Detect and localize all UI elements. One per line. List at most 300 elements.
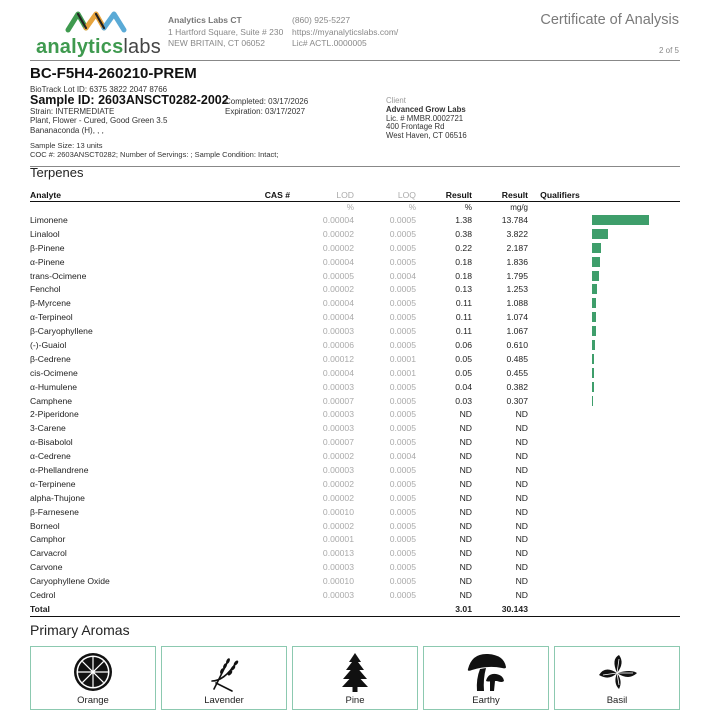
lod-value: 0.00010 xyxy=(322,576,354,587)
cas-number xyxy=(240,505,290,519)
qualifiers xyxy=(528,282,592,296)
unit-lod: % xyxy=(346,203,354,212)
bar-cell xyxy=(592,213,680,227)
bar-cell xyxy=(592,352,680,366)
analyte-name: (-)-Guaiol xyxy=(30,339,67,350)
total-pct: 3.01 xyxy=(416,602,472,616)
bar-cell xyxy=(592,338,680,352)
lod-value: 0.00007 xyxy=(322,437,354,448)
result-mg: ND xyxy=(515,548,528,559)
sample-meta xyxy=(30,142,278,160)
loq-value: 0.0005 xyxy=(389,339,416,350)
table-row xyxy=(30,588,680,602)
lab-website-link[interactable]: https://myanalyticslabs.com/ xyxy=(292,26,399,37)
analyte-name: Camphene xyxy=(30,395,73,406)
loq-value: 0.0005 xyxy=(389,242,416,253)
coc-info: COC #: 2603ANSCT0282; Number of Servings: ; Sample Condition: Intact; xyxy=(30,149,279,159)
lod-value: 0.00002 xyxy=(322,451,354,462)
lod-value: 0.00002 xyxy=(322,228,354,239)
qualifiers xyxy=(528,380,592,394)
result-pct: 0.03 xyxy=(455,395,472,406)
total-label: Total xyxy=(30,602,240,616)
result-pct: 0.04 xyxy=(455,381,472,392)
loq-value: 0.0005 xyxy=(389,228,416,239)
table-row xyxy=(30,366,680,380)
total-mg: 30.143 xyxy=(472,602,528,616)
cas-number xyxy=(240,255,290,269)
loq-value: 0.0005 xyxy=(389,381,416,392)
basil-leaf-icon xyxy=(595,651,639,693)
bar-cell xyxy=(592,394,680,408)
bar-cell xyxy=(592,560,680,574)
bar-cell xyxy=(592,310,680,324)
result-pct: ND xyxy=(459,464,472,475)
pine-tree-icon xyxy=(333,651,377,693)
lod-value: 0.00010 xyxy=(322,506,354,517)
table-row xyxy=(30,338,680,352)
mushroom-icon xyxy=(464,651,508,693)
lod-value: 0.00003 xyxy=(322,464,354,475)
result-mg: ND xyxy=(515,409,528,420)
result-mg: 2.187 xyxy=(506,242,528,253)
qualifiers xyxy=(528,394,592,408)
lod-value: 0.00003 xyxy=(322,423,354,434)
bar-cell xyxy=(592,588,680,602)
lod-value: 0.00003 xyxy=(322,589,354,600)
col-result-pct: Result xyxy=(416,188,472,202)
loq-value: 0.0005 xyxy=(389,214,416,225)
analyte-name: Linalool xyxy=(30,228,60,239)
analyte-name: β-Cedrene xyxy=(30,353,71,364)
sample-size: Sample Size: 13 units xyxy=(30,141,103,150)
result-bar xyxy=(592,229,608,239)
col-analyte: Analyte xyxy=(30,188,240,202)
bar-cell xyxy=(592,380,680,394)
cas-number xyxy=(240,588,290,602)
result-mg: 0.610 xyxy=(506,339,528,350)
biotrack-lot-id: BioTrack Lot ID: 6375 3822 2047 8766 xyxy=(30,85,168,94)
result-pct: 1.38 xyxy=(455,214,472,225)
cas-number xyxy=(240,380,290,394)
client-label: Client xyxy=(386,96,406,105)
loq-value: 0.0005 xyxy=(389,534,416,545)
logo-text-secondary: labs xyxy=(123,36,161,58)
table-row xyxy=(30,477,680,491)
result-mg: ND xyxy=(515,437,528,448)
analyte-name: Borneol xyxy=(30,520,60,531)
qualifiers xyxy=(528,296,592,310)
logo-text-primary: analytics xyxy=(36,36,124,58)
result-mg: 1.253 xyxy=(506,284,528,295)
empty xyxy=(354,602,416,616)
cas-number xyxy=(240,574,290,588)
aroma-label: Basil xyxy=(606,695,628,706)
result-bar xyxy=(592,340,595,350)
col-cas: CAS # xyxy=(240,188,290,202)
bar-cell xyxy=(592,269,680,283)
result-bar xyxy=(592,368,594,378)
cas-number xyxy=(240,282,290,296)
result-bar xyxy=(592,326,596,336)
cas-number xyxy=(240,241,290,255)
loq-value: 0.0004 xyxy=(389,451,416,462)
table-row xyxy=(30,282,680,296)
result-pct: 0.18 xyxy=(455,270,472,281)
qualifiers xyxy=(528,546,592,560)
result-pct: ND xyxy=(459,562,472,573)
lod-value: 0.00003 xyxy=(322,562,354,573)
table-row xyxy=(30,213,680,227)
bar-cell xyxy=(592,491,680,505)
result-mg: 1.088 xyxy=(506,298,528,309)
table-row xyxy=(30,352,680,366)
qualifiers xyxy=(528,435,592,449)
bar-cell xyxy=(592,282,680,296)
aroma-card-earthy xyxy=(423,646,549,710)
analyte-name: α-Terpineol xyxy=(30,312,73,323)
col-result-mg: Result xyxy=(472,188,528,202)
table-row xyxy=(30,519,680,533)
loq-value: 0.0004 xyxy=(389,270,416,281)
lod-value: 0.00012 xyxy=(322,353,354,364)
cas-number xyxy=(240,491,290,505)
bar-cell xyxy=(592,574,680,588)
lod-value: 0.00004 xyxy=(322,256,354,267)
qualifiers xyxy=(528,227,592,241)
analyte-name: α-Bisabolol xyxy=(30,437,73,448)
cas-number xyxy=(240,532,290,546)
lod-value: 0.00004 xyxy=(322,298,354,309)
bar-cell xyxy=(592,449,680,463)
cas-number xyxy=(240,519,290,533)
lod-value: 0.00004 xyxy=(322,312,354,323)
bar-cell xyxy=(592,546,680,560)
result-mg: 13.784 xyxy=(501,214,528,225)
result-pct: ND xyxy=(459,451,472,462)
qualifiers xyxy=(528,338,592,352)
analyte-name: Caryophyllene Oxide xyxy=(30,576,110,587)
product-name: Bananaconda (H), , , xyxy=(30,125,104,135)
cas-number xyxy=(240,394,290,408)
section-divider xyxy=(30,166,680,167)
client-license: Lic. # MMBR.0002721 xyxy=(386,113,464,123)
result-mg: 1.836 xyxy=(506,256,528,267)
result-mg: ND xyxy=(515,534,528,545)
bar-cell xyxy=(592,519,680,533)
analyte-name: cis-Ocimene xyxy=(30,367,78,378)
qualifiers xyxy=(528,366,592,380)
loq-value: 0.0005 xyxy=(389,520,416,531)
result-mg: ND xyxy=(515,464,528,475)
result-mg: ND xyxy=(515,562,528,573)
table-row xyxy=(30,255,680,269)
loq-value: 0.0005 xyxy=(389,492,416,503)
col-chart xyxy=(592,188,680,202)
result-mg: 0.455 xyxy=(506,367,528,378)
document-title: Certificate of Analysis xyxy=(540,12,679,28)
loq-value: 0.0005 xyxy=(389,312,416,323)
cas-number xyxy=(240,435,290,449)
bar-cell xyxy=(592,532,680,546)
lod-value: 0.00002 xyxy=(322,478,354,489)
header-divider xyxy=(30,60,680,61)
lod-value: 0.00007 xyxy=(322,395,354,406)
col-loq: LOQ xyxy=(354,188,416,202)
lod-value: 0.00005 xyxy=(322,270,354,281)
table-row xyxy=(30,227,680,241)
qualifiers xyxy=(528,255,592,269)
logo-mark-icon xyxy=(64,8,134,34)
result-mg: 1.795 xyxy=(506,270,528,281)
analyte-name: Camphor xyxy=(30,534,66,545)
lab-address-line1: 1 Hartford Square, Suite # 230 xyxy=(168,26,284,37)
analyte-name: Carvacrol xyxy=(30,548,67,559)
cas-number xyxy=(240,296,290,310)
loq-value: 0.0005 xyxy=(389,423,416,434)
result-pct: 0.05 xyxy=(455,353,472,364)
result-pct: 0.06 xyxy=(455,339,472,350)
lod-value: 0.00003 xyxy=(322,409,354,420)
lod-value: 0.00001 xyxy=(322,534,354,545)
bar-cell xyxy=(592,255,680,269)
result-pct: 0.05 xyxy=(455,367,472,378)
lod-value: 0.00002 xyxy=(322,242,354,253)
cas-number xyxy=(240,213,290,227)
result-bar xyxy=(592,257,600,267)
analyte-name: α-Humulene xyxy=(30,381,78,392)
completed-date: Completed: 03/17/2026 xyxy=(225,97,309,106)
loq-value: 0.0001 xyxy=(389,367,416,378)
bar-cell xyxy=(592,477,680,491)
result-mg: ND xyxy=(515,589,528,600)
lab-license: Lic# ACTL.0000005 xyxy=(292,38,367,48)
result-bar xyxy=(592,284,597,294)
table-row xyxy=(30,380,680,394)
analyte-name: Fenchol xyxy=(30,284,61,295)
loq-value: 0.0005 xyxy=(389,326,416,337)
result-pct: 0.18 xyxy=(455,256,472,267)
loq-value: 0.0005 xyxy=(389,437,416,448)
empty xyxy=(592,602,680,616)
result-mg: ND xyxy=(515,451,528,462)
table-row xyxy=(30,532,680,546)
lod-value: 0.00004 xyxy=(322,367,354,378)
qualifiers xyxy=(528,324,592,338)
aroma-card-basil xyxy=(554,646,680,710)
lab-info xyxy=(168,15,283,50)
aroma-label: Pine xyxy=(345,695,365,706)
analytics-labs-logo xyxy=(36,8,161,58)
cas-number xyxy=(240,338,290,352)
loq-value: 0.0005 xyxy=(389,576,416,587)
qualifiers xyxy=(528,560,592,574)
bar-cell xyxy=(592,505,680,519)
aroma-card-pine xyxy=(292,646,418,710)
qualifiers xyxy=(528,407,592,421)
lab-name: Analytics Labs CT xyxy=(168,15,242,25)
aroma-label: Orange xyxy=(77,695,109,706)
analyte-name: β-Caryophyllene xyxy=(30,326,93,337)
cas-number xyxy=(240,477,290,491)
result-bar xyxy=(592,243,601,253)
qualifiers xyxy=(528,269,592,283)
bar-cell xyxy=(592,435,680,449)
result-pct: ND xyxy=(459,548,472,559)
analyte-name: Limonene xyxy=(30,214,68,225)
result-mg: ND xyxy=(515,478,528,489)
bar-cell xyxy=(592,421,680,435)
result-pct: ND xyxy=(459,492,472,503)
result-pct: ND xyxy=(459,437,472,448)
analyte-name: 3-Carene xyxy=(30,423,66,434)
table-row xyxy=(30,421,680,435)
table-row xyxy=(30,449,680,463)
lod-value: 0.00002 xyxy=(322,492,354,503)
total-row xyxy=(30,602,680,616)
aroma-label: Lavender xyxy=(204,695,244,706)
cas-number xyxy=(240,366,290,380)
result-bar xyxy=(592,312,596,322)
batch-id: BC-F5H4-260210-PREM xyxy=(30,65,197,82)
unit-result-pct: % xyxy=(464,203,472,212)
result-pct: 0.11 xyxy=(455,312,472,323)
cas-number xyxy=(240,407,290,421)
result-pct: ND xyxy=(459,534,472,545)
qualifiers xyxy=(528,491,592,505)
cas-number xyxy=(240,352,290,366)
analyte-name: α-Terpinene xyxy=(30,478,76,489)
loq-value: 0.0005 xyxy=(389,506,416,517)
table-row xyxy=(30,394,680,408)
qualifiers xyxy=(528,574,592,588)
table-header-row xyxy=(30,188,680,202)
qualifiers xyxy=(528,213,592,227)
qualifiers xyxy=(528,519,592,533)
qualifiers xyxy=(528,463,592,477)
result-pct: ND xyxy=(459,589,472,600)
analyte-name: alpha-Thujone xyxy=(30,492,85,503)
analyte-name: α-Cedrene xyxy=(30,451,71,462)
unit-result-mg: mg/g xyxy=(510,203,528,212)
empty xyxy=(240,602,290,616)
result-bar xyxy=(592,396,593,406)
client-address-line1: 400 Frontage Rd xyxy=(386,122,445,132)
loq-value: 0.0005 xyxy=(389,395,416,406)
sample-info xyxy=(30,85,229,135)
lavender-icon xyxy=(202,651,246,693)
cas-number xyxy=(240,269,290,283)
result-pct: 0.13 xyxy=(455,284,472,295)
table-row xyxy=(30,296,680,310)
matrix: Plant, Flower - Cured, Good Green 3.5 xyxy=(30,116,168,126)
loq-value: 0.0005 xyxy=(389,409,416,420)
result-bar xyxy=(592,354,594,364)
qualifiers xyxy=(528,310,592,324)
result-mg: ND xyxy=(515,423,528,434)
client-info xyxy=(386,97,467,141)
bar-cell xyxy=(592,324,680,338)
cas-number xyxy=(240,421,290,435)
empty xyxy=(528,602,592,616)
result-pct: ND xyxy=(459,478,472,489)
lab-address-line2: NEW BRITAIN, CT 06052 xyxy=(168,38,265,48)
result-bar xyxy=(592,271,599,281)
result-pct: 0.22 xyxy=(455,242,472,253)
result-mg: ND xyxy=(515,520,528,531)
result-mg: ND xyxy=(515,492,528,503)
sample-dates xyxy=(225,97,308,116)
lod-value: 0.00003 xyxy=(322,326,354,337)
terpenes-table xyxy=(30,188,680,617)
result-mg: 1.067 xyxy=(506,326,528,337)
result-pct: 0.38 xyxy=(455,228,472,239)
aromas-list xyxy=(30,646,680,710)
result-mg: 0.307 xyxy=(506,395,528,406)
lod-value: 0.00002 xyxy=(322,284,354,295)
qualifiers xyxy=(528,532,592,546)
orange-slice-icon xyxy=(71,651,115,693)
analyte-name: Cedrol xyxy=(30,589,56,600)
analyte-name: α-Pinene xyxy=(30,256,65,267)
result-pct: ND xyxy=(459,520,472,531)
aroma-label: Earthy xyxy=(472,695,500,706)
result-bar xyxy=(592,382,594,392)
cas-number xyxy=(240,227,290,241)
result-mg: 0.485 xyxy=(506,353,528,364)
qualifiers xyxy=(528,241,592,255)
aroma-card-orange xyxy=(30,646,156,710)
result-pct: ND xyxy=(459,506,472,517)
loq-value: 0.0005 xyxy=(389,256,416,267)
table-row xyxy=(30,463,680,477)
result-pct: 0.11 xyxy=(455,298,472,309)
table-row xyxy=(30,560,680,574)
table-row xyxy=(30,574,680,588)
table-row xyxy=(30,324,680,338)
lod-value: 0.00006 xyxy=(322,339,354,350)
result-mg: 0.382 xyxy=(506,381,528,392)
analyte-name: Carvone xyxy=(30,562,63,573)
analyte-name: 2-Piperidone xyxy=(30,409,79,420)
qualifiers xyxy=(528,449,592,463)
lab-phone: (860) 925-5227 xyxy=(292,15,351,25)
bar-cell xyxy=(592,241,680,255)
cas-number xyxy=(240,463,290,477)
loq-value: 0.0001 xyxy=(389,353,416,364)
qualifiers xyxy=(528,588,592,602)
strain: Strain: INTERMEDIATE xyxy=(30,107,115,117)
analyte-name: trans-Ocimene xyxy=(30,270,87,281)
qualifiers xyxy=(528,421,592,435)
result-pct: ND xyxy=(459,576,472,587)
analyte-name: β-Pinene xyxy=(30,242,65,253)
cas-number xyxy=(240,560,290,574)
lod-value: 0.00013 xyxy=(322,548,354,559)
col-qualifiers: Qualifiers xyxy=(528,188,592,202)
table-row xyxy=(30,407,680,421)
qualifiers xyxy=(528,505,592,519)
expiration-date: Expiration: 03/17/2027 xyxy=(225,106,306,116)
table-row xyxy=(30,310,680,324)
result-mg: 1.074 xyxy=(506,312,528,323)
lab-contact xyxy=(292,15,398,50)
primary-aromas-title: Primary Aromas xyxy=(30,622,130,638)
loq-value: 0.0005 xyxy=(389,562,416,573)
loq-value: 0.0005 xyxy=(389,464,416,475)
loq-value: 0.0005 xyxy=(389,298,416,309)
unit-loq: % xyxy=(408,203,416,212)
result-mg: 3.822 xyxy=(506,228,528,239)
